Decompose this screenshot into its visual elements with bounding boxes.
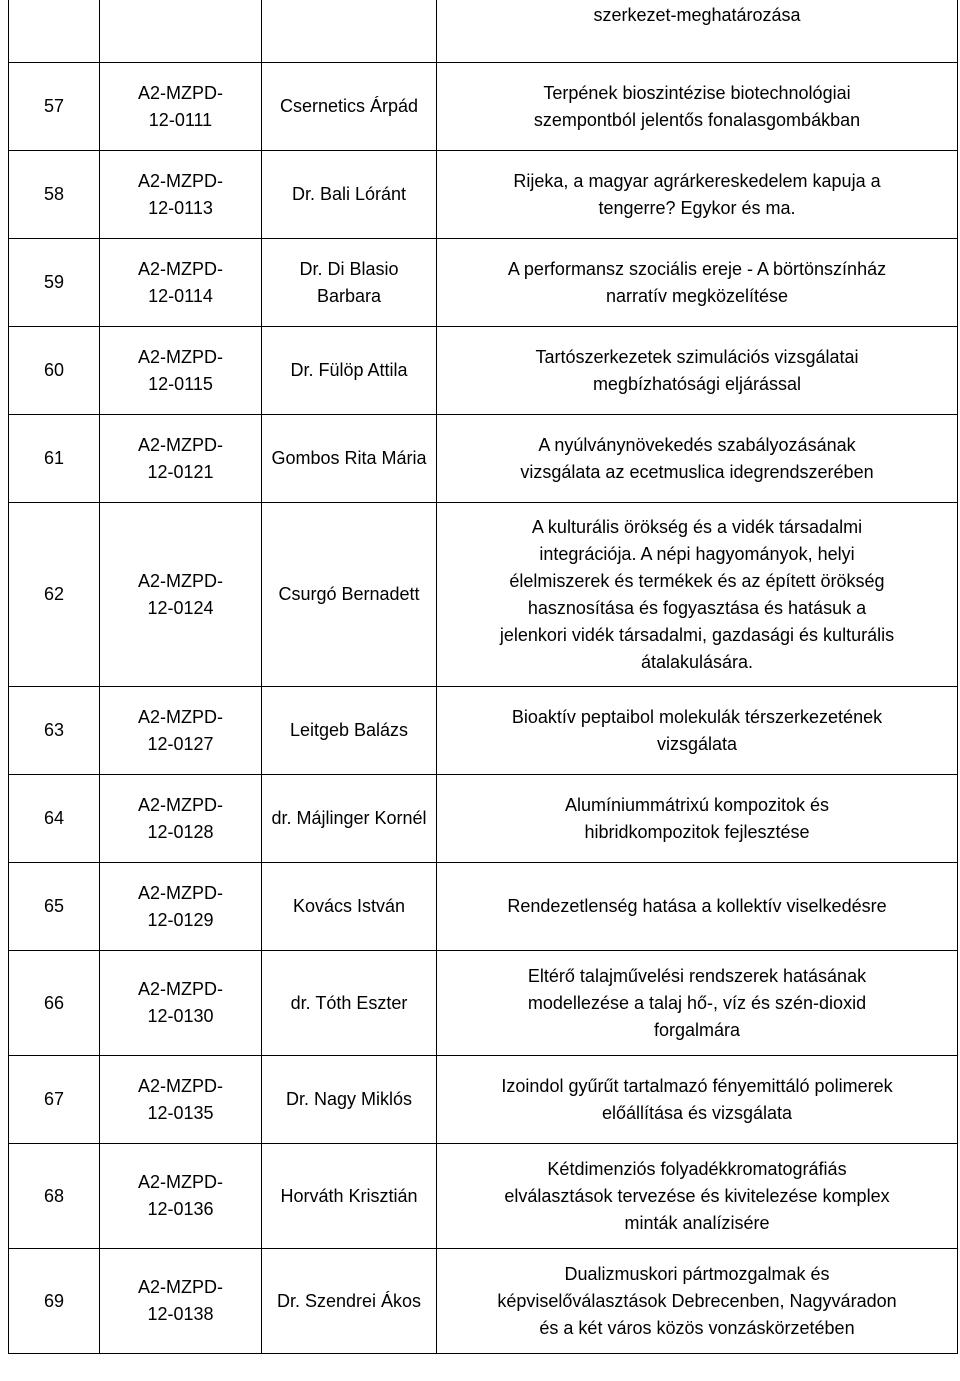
row-number-text: 67 — [43, 1089, 65, 1109]
researcher-name-text: dr. Májlinger Kornél — [271, 808, 427, 828]
project-title-text: minták analízisére — [624, 1212, 770, 1233]
project-code-text: A2-MZPD- — [138, 1075, 223, 1096]
project-title-text: Kétdimenziós folyadékkromatográfiás — [547, 1158, 847, 1179]
table-row — [9, 687, 958, 775]
researcher-name-text: Csurgó Bernadett — [278, 584, 420, 604]
researcher-name-text: Gombos Rita Mária — [271, 448, 427, 468]
researcher-name — [262, 151, 437, 239]
project-title — [437, 1144, 958, 1249]
row-number-text: 57 — [43, 96, 65, 116]
project-code-text: A2-MZPD- — [138, 1277, 223, 1297]
project-title-text: Alumíniummátrixú kompozitok és — [564, 794, 830, 815]
researcher-name — [262, 1249, 437, 1354]
project-code-text: A2-MZPD- — [138, 882, 223, 903]
researcher-name-text: Horváth Krisztián — [280, 1185, 418, 1206]
project-code-text: A2-MZPD- — [138, 979, 223, 999]
project-code — [100, 1249, 262, 1354]
table-row — [9, 863, 958, 951]
row-number-text: 61 — [43, 448, 65, 468]
row-number-text: 60 — [43, 360, 65, 380]
row-number — [9, 503, 100, 687]
row-number — [9, 239, 100, 327]
table-row — [9, 1144, 958, 1249]
project-code-text: A2-MZPD- — [138, 706, 223, 727]
project-title-text: élelmiszerek és termékek és az épített örökség — [509, 570, 885, 591]
project-code-text: 12-0130 — [147, 1006, 214, 1026]
project-title — [437, 151, 958, 239]
project-code-text: A2-MZPD- — [138, 794, 223, 815]
title-cell: szerkezet-meghatározása — [437, 0, 958, 63]
researcher-name — [262, 415, 437, 503]
project-title-text: Rijeka, a magyar agrárkereskedelem kapuja a — [513, 170, 881, 191]
table-row — [9, 1249, 958, 1354]
project-title-text: és a két város közös vonzáskörzetében — [539, 1317, 855, 1338]
project-code-text: A2-MZPD- — [138, 1172, 223, 1192]
project-code-text: 12-0127 — [147, 733, 214, 754]
cell-empty — [9, 0, 100, 63]
researcher-name-text: Csernetics Árpád — [279, 96, 419, 116]
project-title-text: modellezése a talaj hő-, víz és szén-dioxid — [527, 992, 867, 1013]
project-title — [437, 415, 958, 503]
project-title — [437, 63, 958, 151]
project-title-text: elválasztások tervezése és kivitelezése komplex — [504, 1185, 890, 1206]
project-title-text: képviselőválasztások Debrecenben, Nagyváradon — [497, 1290, 897, 1311]
project-title-text: hibridkompozitok fejlesztése — [584, 821, 810, 842]
project-title-text: Rendezetlenség hatása a kollektív viselkedésre — [507, 896, 887, 916]
researcher-name — [262, 239, 437, 327]
project-code — [100, 151, 262, 239]
researcher-name — [262, 863, 437, 951]
project-title-text: Izoindol gyűrűt tartalmazó fényemittáló polimerek — [501, 1075, 893, 1096]
project-code-text: A2-MZPD- — [138, 570, 223, 591]
project-code-text: A2-MZPD- — [138, 434, 223, 455]
project-code-text: 12-0111 — [148, 109, 213, 130]
researcher-name-text: Dr. Bali Lóránt — [291, 184, 407, 204]
table-row — [9, 327, 958, 415]
project-title — [437, 775, 958, 863]
project-code-text: 12-0129 — [147, 909, 214, 930]
researcher-name-text: Dr. Fülöp Attila — [290, 360, 408, 380]
project-code — [100, 1056, 262, 1144]
project-title-text: szempontból jelentős fonalasgombákban — [533, 109, 861, 130]
row-number — [9, 1249, 100, 1354]
project-title-text: vizsgálata — [656, 733, 738, 754]
row-number — [9, 1056, 100, 1144]
researcher-name — [262, 327, 437, 415]
project-title — [437, 951, 958, 1056]
row-number — [9, 951, 100, 1056]
table-row — [9, 1056, 958, 1144]
row-number-text: 58 — [43, 184, 65, 204]
researcher-name — [262, 1144, 437, 1249]
table-row — [9, 151, 958, 239]
project-title-text: A nyúlványnövekedés szabályozásának — [538, 434, 856, 455]
project-code — [100, 63, 262, 151]
row-number-text: 64 — [43, 808, 65, 828]
researcher-name — [262, 687, 437, 775]
project-code — [100, 863, 262, 951]
row-number-text: 66 — [43, 992, 65, 1013]
row-number — [9, 151, 100, 239]
project-code-text: 12-0121 — [147, 461, 214, 482]
table-row — [9, 951, 958, 1056]
project-title-text: A performansz szociális ereje - A börtönszínház — [507, 258, 887, 279]
project-code-text: 12-0135 — [147, 1102, 214, 1123]
row-number — [9, 775, 100, 863]
row-number — [9, 863, 100, 951]
project-title-text: Eltérő talajművelési rendszerek hatásának — [527, 965, 867, 986]
row-number-text: 65 — [43, 896, 65, 916]
row-number — [9, 327, 100, 415]
project-title-text: Tartószerkezetek szimulációs vizsgálatai — [535, 346, 859, 367]
row-number-text: 59 — [43, 272, 65, 292]
project-title-text: vizsgálata az ecetmuslica idegrendszerében — [520, 461, 874, 482]
researcher-name — [262, 503, 437, 687]
project-title — [437, 239, 958, 327]
row-number-text: 68 — [43, 1185, 65, 1206]
row-number-text: 63 — [43, 720, 65, 740]
project-title-text: Bioaktív peptaibol molekulák térszerkezetének — [511, 706, 883, 727]
project-code-text: 12-0124 — [147, 597, 214, 618]
table-row — [9, 775, 958, 863]
project-title — [437, 327, 958, 415]
project-title-text: megbízhatósági eljárással — [592, 373, 802, 394]
row-number — [9, 687, 100, 775]
researcher-name — [262, 63, 437, 151]
table-row — [9, 0, 958, 63]
project-code — [100, 503, 262, 687]
project-title — [437, 687, 958, 775]
project-title-text: narratív megközelítése — [605, 285, 789, 306]
project-title-text: jelenkori vidék társadalmi, gazdasági és kulturális — [499, 624, 895, 645]
researcher-name-text: Dr. Szendrei Ákos — [276, 1290, 422, 1311]
project-code — [100, 687, 262, 775]
project-title — [437, 863, 958, 951]
project-title-text: integrációja. A népi hagyományok, helyi — [539, 543, 855, 564]
project-code-text: 12-0113 — [148, 197, 213, 218]
researcher-name — [262, 1056, 437, 1144]
project-code — [100, 951, 262, 1056]
project-code-text: A2-MZPD- — [138, 258, 223, 279]
project-code-text: 12-0114 — [148, 285, 213, 306]
table-row — [9, 63, 958, 151]
project-code-text: 12-0115 — [148, 373, 213, 394]
researcher-name-text: Dr. Di Blasio Barbara — [299, 258, 399, 306]
project-title — [437, 1249, 958, 1354]
project-code-text: A2-MZPD- — [138, 170, 223, 191]
researcher-name — [262, 775, 437, 863]
project-title — [437, 503, 958, 687]
project-title-text: előállítása és vizsgálata — [601, 1102, 793, 1123]
row-number — [9, 415, 100, 503]
researcher-name-text: Kovács István — [292, 896, 406, 916]
project-code-text: A2-MZPD- — [138, 346, 223, 367]
row-number — [9, 63, 100, 151]
project-title-text: Terpének bioszintézise biotechnológiai — [543, 82, 851, 103]
project-title-text: átalakulására. — [640, 651, 754, 672]
project-title-text: forgalmára — [653, 1019, 741, 1040]
researcher-name-text: dr. Tóth Eszter — [290, 992, 408, 1013]
project-code — [100, 1144, 262, 1249]
project-code — [100, 239, 262, 327]
project-title-text: A kulturális örökség és a vidék társadalmi — [531, 516, 863, 537]
project-code-text: A2-MZPD- — [138, 82, 223, 103]
cell-empty — [262, 0, 437, 63]
project-code-text: 12-0136 — [147, 1199, 214, 1219]
researcher-name-text: Dr. Nagy Miklós — [285, 1089, 413, 1109]
table-row — [9, 415, 958, 503]
project-title-text: Dualizmuskori pártmozgalmak és — [564, 1263, 830, 1284]
project-code — [100, 415, 262, 503]
cell-empty — [100, 0, 262, 63]
project-title-text: tengerre? Egykor és ma. — [598, 197, 796, 218]
table-row — [9, 503, 958, 687]
project-code-text: 12-0128 — [147, 821, 214, 842]
row-number-text: 69 — [43, 1290, 65, 1311]
row-number-text: 62 — [43, 584, 65, 604]
project-code-text: 12-0138 — [147, 1304, 214, 1324]
project-code — [100, 327, 262, 415]
project-title-text: hasznosítása és fogyasztása és hatásuk a — [527, 597, 867, 618]
table-row — [9, 239, 958, 327]
researcher-name-text: Leitgeb Balázs — [289, 720, 409, 740]
researcher-name — [262, 951, 437, 1056]
project-code — [100, 775, 262, 863]
row-number — [9, 1144, 100, 1249]
projects-table — [8, 0, 958, 1354]
project-title — [437, 1056, 958, 1144]
